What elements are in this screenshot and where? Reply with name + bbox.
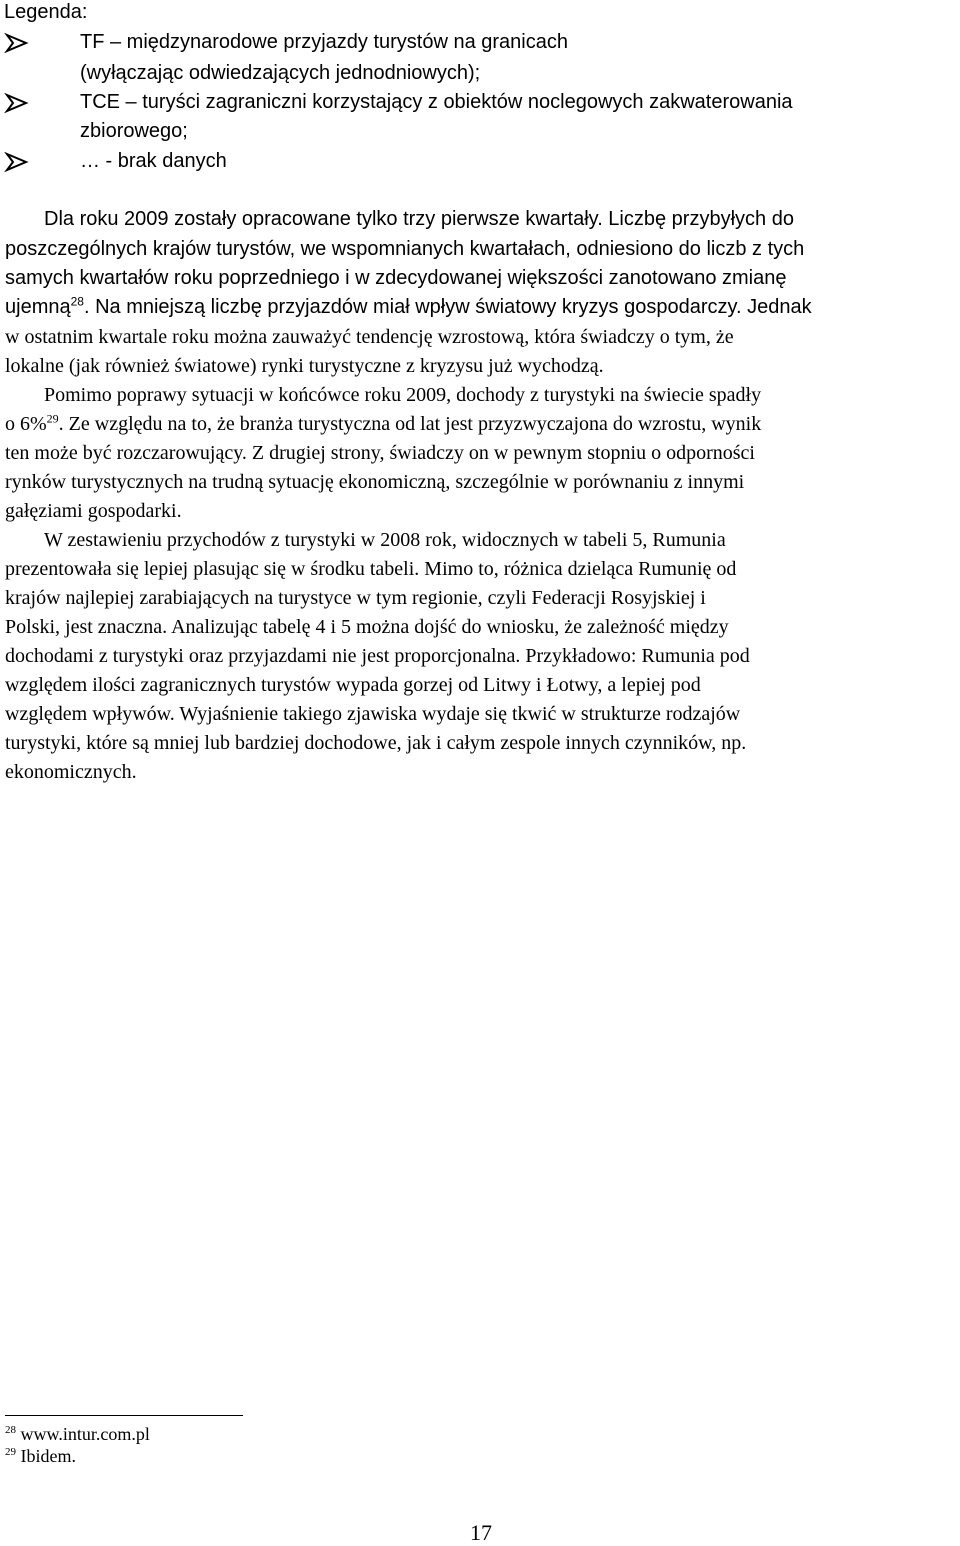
legend-item-tce-line1: TCE – turyści zagraniczni korzystający z obiektów noclegowych zakwaterowania bbox=[80, 91, 793, 113]
paragraph-1-line-3: samych kwartałów roku poprzedniego i w zdecydowanej większości zanotowano zmianę bbox=[5, 267, 787, 289]
legend-item-no-data: … - brak danych bbox=[80, 150, 227, 172]
paragraph-3-line-6: względem ilości zagranicznych turystów wypada gorzej od Litwy i Łotwy, a lepiej pod bbox=[5, 674, 701, 696]
paragraph-3-line-3: krajów najlepiej zarabiających na turystyce w tym regionie, czyli Federacji Rosyjskiej i bbox=[5, 587, 706, 609]
paragraph-3-line-9: ekonomicznych. bbox=[5, 761, 137, 783]
paragraph-2-line-5: gałęziami gospodarki. bbox=[5, 500, 182, 522]
legend-item-tce-line2: zbiorowego; bbox=[80, 120, 188, 142]
footnote-number: 29 bbox=[5, 1446, 16, 1458]
paragraph-2-line-4: rynków turystycznych na trudną sytuację ekonomiczną, szczególnie w porównaniu z innymi bbox=[5, 471, 745, 493]
paragraph-2-text: o 6% bbox=[5, 413, 47, 435]
paragraph-1-text: ujemną bbox=[5, 296, 71, 318]
footnote-ref-28: 28 bbox=[70, 294, 84, 309]
arrow-bullet-icon bbox=[4, 93, 32, 115]
paragraph-2-tail: . Ze względu na to, że branża turystyczna od lat jest przyzwyczajona do wzrostu, wynik bbox=[58, 413, 762, 435]
footnote-28 bbox=[5, 1424, 150, 1445]
footnote-text: Ibidem. bbox=[20, 1446, 76, 1466]
page-number: 17 bbox=[470, 1520, 492, 1545]
legend-title: Legenda: bbox=[4, 1, 88, 23]
legend-item-tf-line2: (wyłączając odwiedzających jednodniowych); bbox=[80, 62, 481, 84]
arrow-bullet-icon bbox=[4, 152, 32, 174]
paragraph-3-line-8: turystyki, które są mniej lub bardziej dochodowe, jak i całym zespole innych czynników, np. bbox=[5, 732, 747, 754]
paragraph-3-line-2: prezentowała się lepiej plasując się w środku tabeli. Mimo to, różnica dzieląca Rumunię od bbox=[5, 558, 737, 580]
paragraph-2-line-2 bbox=[5, 413, 761, 436]
footnote-divider bbox=[5, 1415, 243, 1416]
footnote-ref-29: 29 bbox=[46, 411, 59, 426]
paragraph-1-line-1: Dla roku 2009 zostały opracowane tylko trzy pierwsze kwartały. Liczbę przybyłych do bbox=[44, 208, 794, 230]
footnote-29 bbox=[5, 1446, 76, 1467]
legend-item-tf-line1: TF – międzynarodowe przyjazdy turystów na granicach bbox=[80, 31, 568, 53]
arrow-bullet-icon bbox=[4, 33, 32, 55]
paragraph-1-line-4 bbox=[5, 296, 812, 319]
paragraph-1-tail: . Na mniejszą liczbę przyjazdów miał wpływ światowy kryzys gospodarczy. Jednak bbox=[83, 296, 812, 318]
paragraph-3-line-4: Polski, jest znaczna. Analizując tabelę 4 i 5 można dojść do wniosku, że zależność między bbox=[5, 616, 729, 638]
paragraph-2-line-1: Pomimo poprawy sytuacji w końcówce roku 2009, dochody z turystyki na świecie spadły bbox=[44, 384, 762, 406]
paragraph-1-line-6: lokalne (jak również światowe) rynki turystyczne z kryzysu już wychodzą. bbox=[5, 355, 604, 377]
paragraph-2-line-3: ten może być rozczarowujący. Z drugiej strony, świadczy on w pewnym stopniu o odporności bbox=[5, 442, 755, 464]
paragraph-1-line-5: w ostatnim kwartale roku można zauważyć tendencję wzrostową, która świadczy o tym, że bbox=[5, 326, 734, 348]
paragraph-3-line-1: W zestawieniu przychodów z turystyki w 2008 rok, widocznych w tabeli 5, Rumunia bbox=[44, 529, 726, 551]
footnote-number: 28 bbox=[5, 1424, 16, 1436]
paragraph-1-line-2: poszczególnych krajów turystów, we wspomnianych kwartałach, odniesiono do liczb z tych bbox=[5, 238, 805, 260]
footnote-link[interactable]: www.intur.com.pl bbox=[20, 1424, 150, 1444]
paragraph-3-line-7: względem wpływów. Wyjaśnienie takiego zjawiska wydaje się tkwić w strukturze rodzajów bbox=[5, 703, 741, 725]
paragraph-3-line-5: dochodami z turystyki oraz przyjazdami nie jest proporcjonalna. Przykładowo: Rumunia pod bbox=[5, 645, 750, 667]
